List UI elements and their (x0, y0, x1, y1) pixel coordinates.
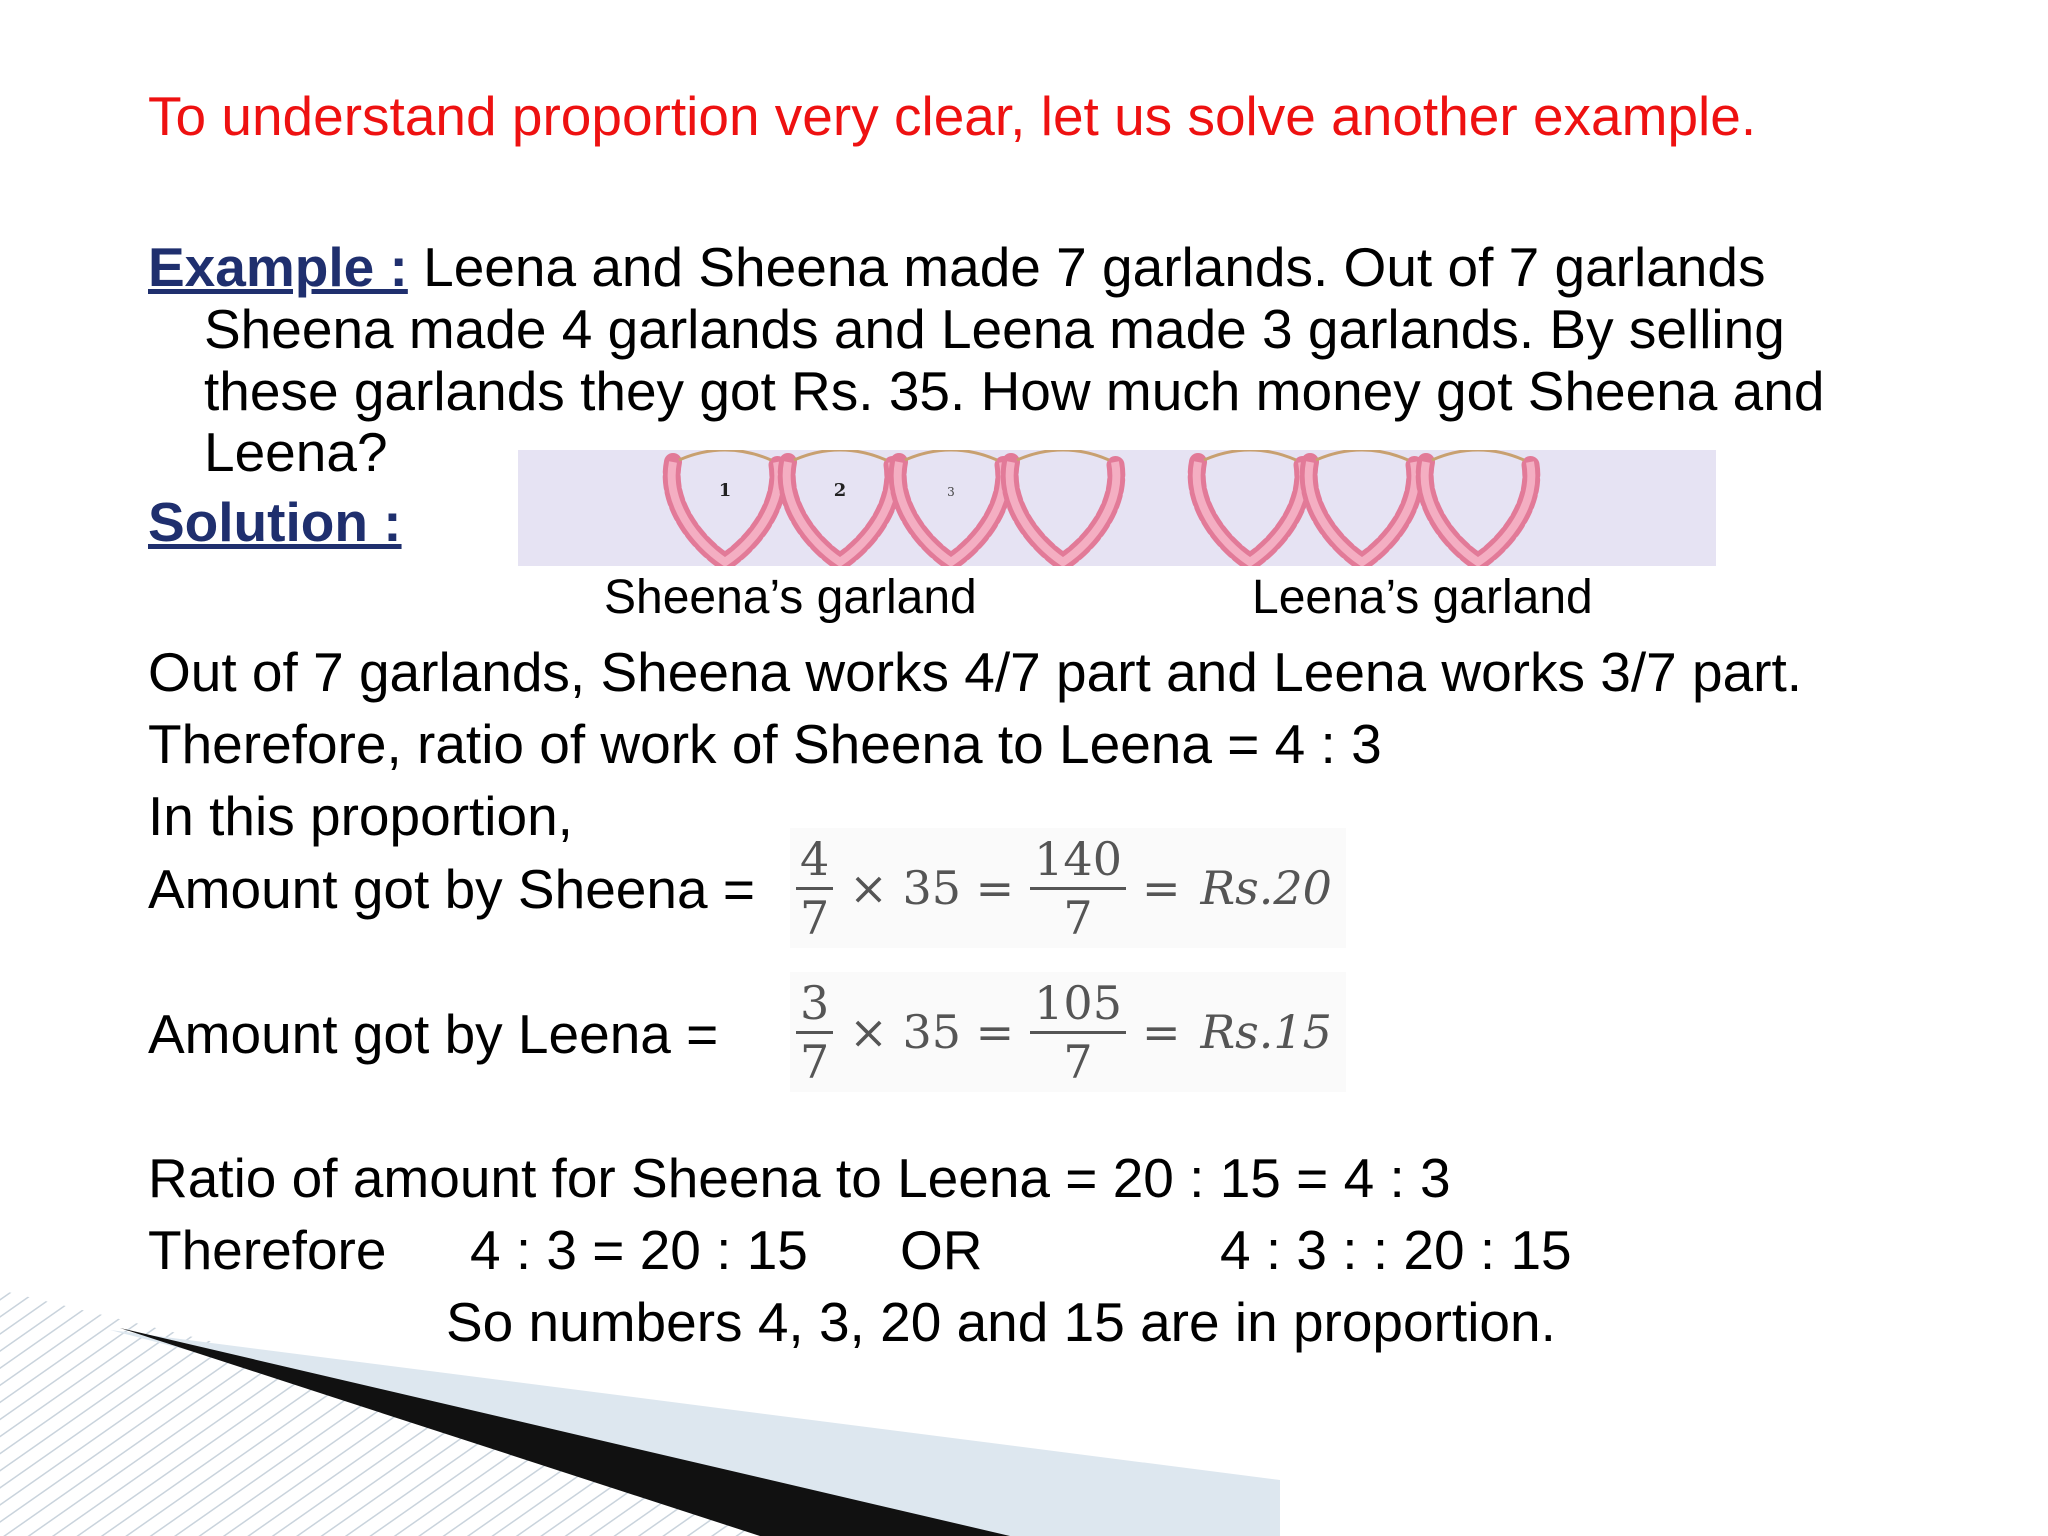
garland-image (518, 450, 1716, 566)
therefore-label: Therefore (148, 1219, 387, 1281)
example-line-2: Sheena made 4 garlands and Leena made 3 garlands. By selling (204, 298, 1785, 360)
example-label: Example : (148, 236, 408, 298)
in-proportion-line: In this proportion, (148, 785, 573, 847)
conclusion-line: So numbers 4, 3, 20 and 15 are in proportion. (446, 1291, 1556, 1353)
or-label: OR (900, 1219, 983, 1281)
equals-sign: = (1141, 861, 1181, 915)
example-line-1 (148, 236, 1765, 299)
sheena-result: Rs.20 (1200, 861, 1332, 915)
sheena-garlands (672, 450, 1117, 562)
equals-sign: = (1141, 1005, 1181, 1059)
work-parts-line: Out of 7 garlands, Sheena works 4/7 part and Leena works 3/7 part. (148, 641, 1803, 703)
leena-amount-formula (790, 972, 1346, 1092)
garland-number-3: 3 (947, 485, 955, 499)
sheena-amount-label: Amount got by Sheena = (148, 858, 755, 920)
proportion-equation-1: 4 : 3 = 20 : 15 (470, 1219, 808, 1281)
example-text-1: Leena and Sheena made 7 garlands. Out of 7 garlands (407, 236, 1766, 298)
times-35: × 35 = (849, 861, 1015, 915)
times-35: × 35 = (849, 1005, 1015, 1059)
proportion-equation-2: 4 : 3 : : 20 : 15 (1220, 1219, 1572, 1281)
leena-garlands (1197, 450, 1532, 562)
fraction-105-7: $\frac{105}{7}$ (1030, 977, 1126, 1088)
garland-number-1: 1 (718, 480, 732, 501)
fraction-3-7: $\frac{3}{7}$ (796, 977, 833, 1088)
example-line-4: Leena? (204, 421, 388, 483)
sheena-garland-caption: Sheena’s garland (604, 571, 977, 624)
garland-number-2: 2 (833, 480, 847, 501)
fraction-4-7: $\frac{4}{7}$ (796, 833, 833, 944)
solution-label: Solution : (148, 491, 402, 553)
fraction-140-7: $\frac{140}{7}$ (1030, 833, 1126, 944)
ratio-work-line: Therefore, ratio of work of Sheena to Leena = 4 : 3 (148, 713, 1382, 775)
sheena-amount-formula (790, 828, 1346, 948)
leena-result: Rs.15 (1200, 1005, 1332, 1059)
ratio-amount-line: Ratio of amount for Sheena to Leena = 20 : 15 = 4 : 3 (148, 1147, 1451, 1209)
leena-amount-label: Amount got by Leena = (148, 1003, 719, 1065)
intro-text: To understand proportion very clear, let us solve another example. (148, 85, 1757, 147)
garland-illustration (518, 450, 1716, 566)
leena-garland-caption: Leena’s garland (1252, 571, 1593, 624)
example-line-3: these garlands they got Rs. 35. How much money got Sheena and (204, 360, 1825, 422)
